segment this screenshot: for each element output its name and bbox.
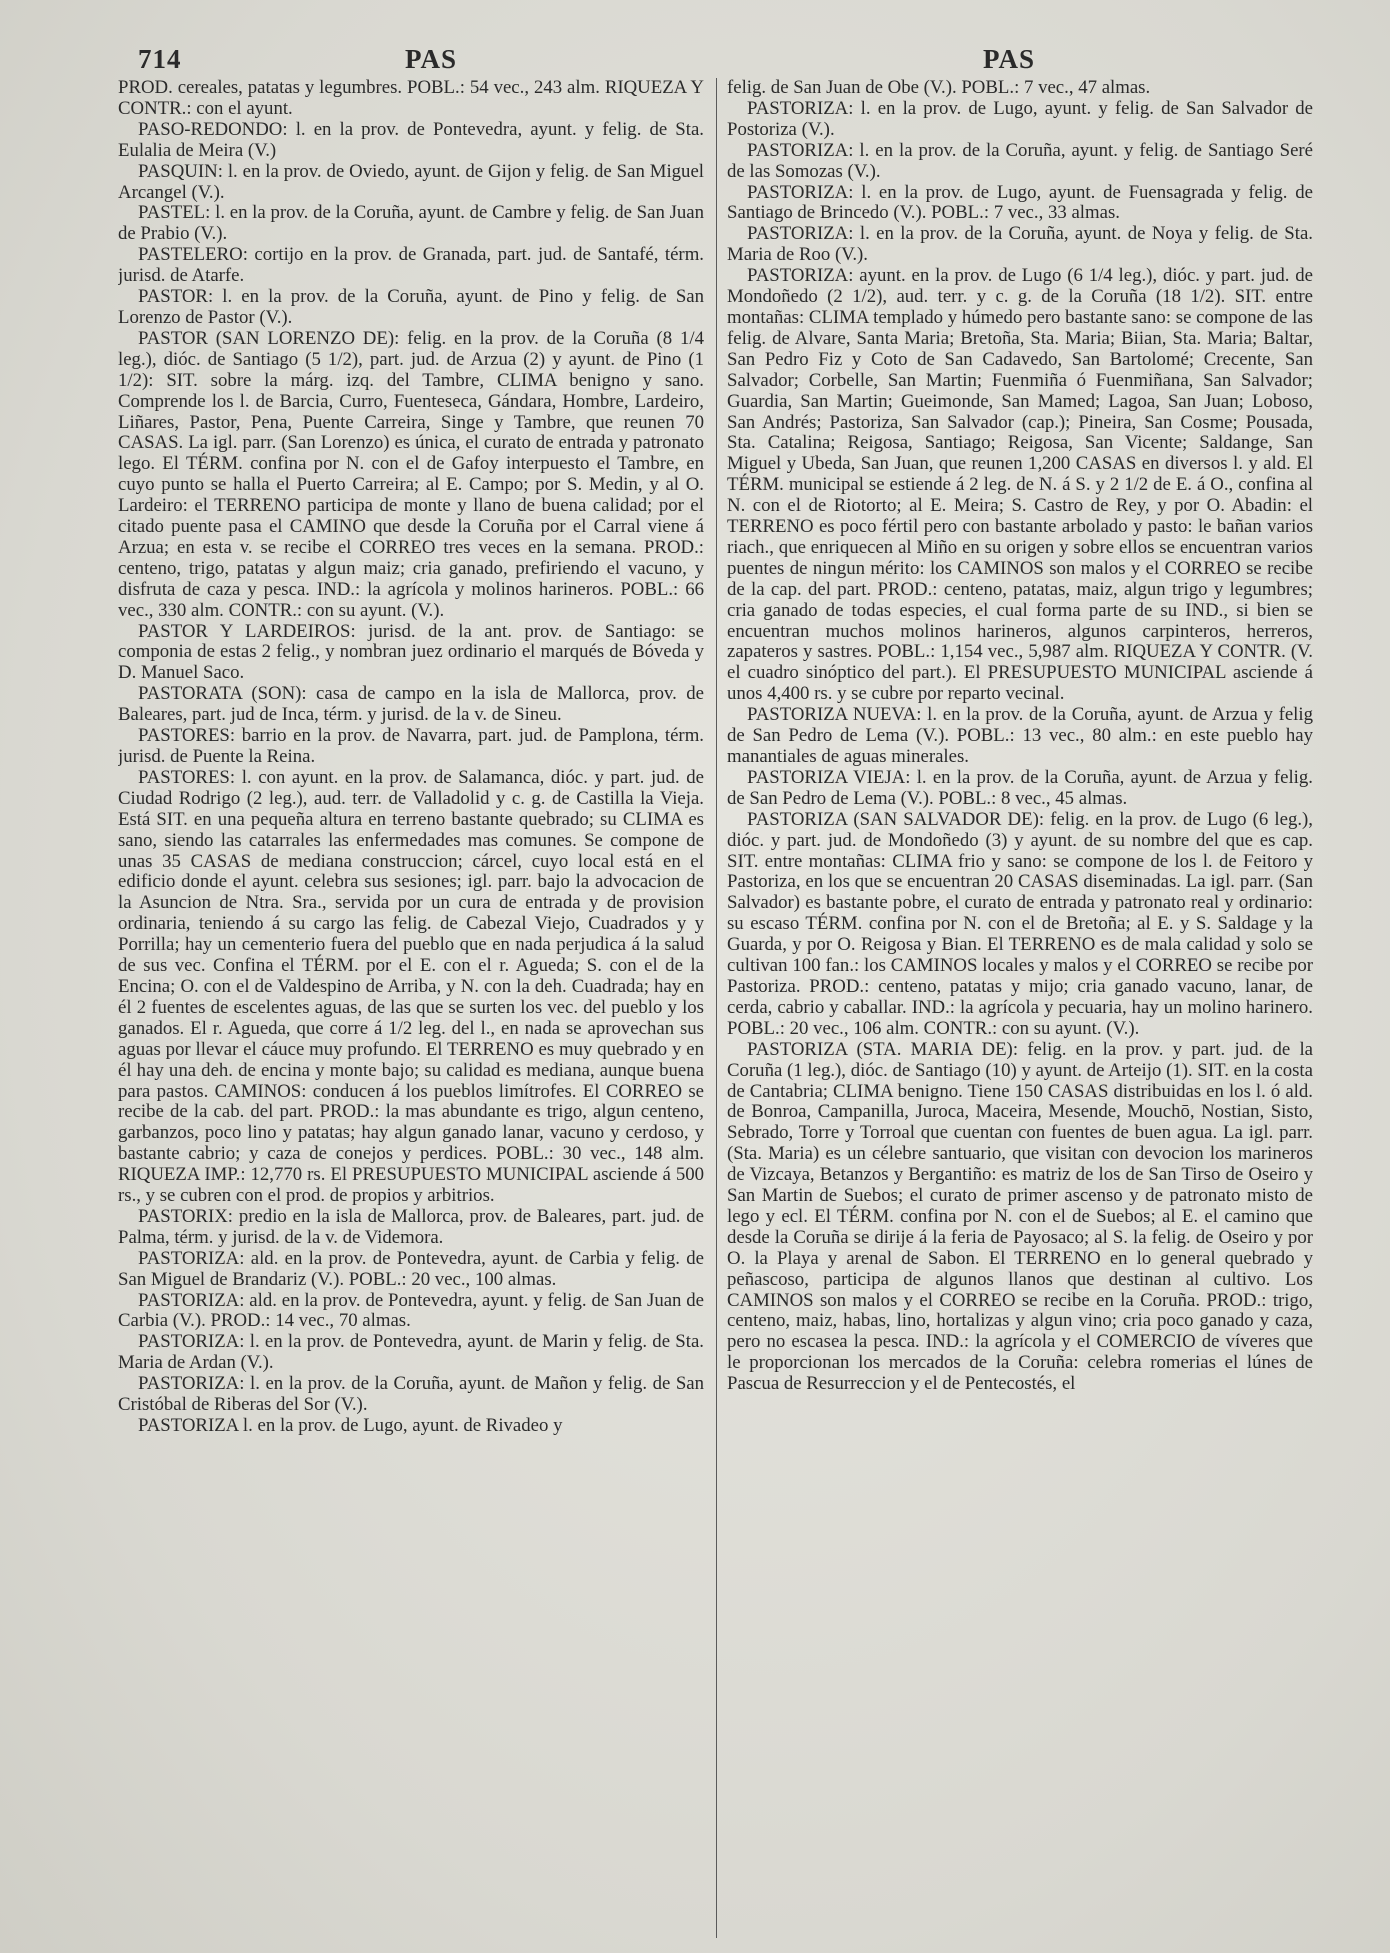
entry-headword: PASTORIZA bbox=[138, 1247, 240, 1269]
dictionary-entry bbox=[118, 726, 704, 768]
entry-text: : jurisd. de la ant. prov. de Santiago: se componia de estas 2 felig., y nombran juez ordinario el marqués de Bóveda y D. Manuel Saco. bbox=[118, 620, 704, 684]
entry-headword: PASTORIZA (STA. MARIA DE) bbox=[747, 1038, 1013, 1060]
dictionary-entry bbox=[727, 99, 1313, 141]
dictionary-entry bbox=[118, 287, 704, 329]
entry-text: l. en la prov. de Lugo, ayunt. de Rivadeo y bbox=[238, 1415, 563, 1436]
dictionary-entry bbox=[118, 1374, 704, 1416]
entry-text: : l. en la prov. de la Coruña, ayunt. de Cambre y felig. de San Juan de Prabio (V.). bbox=[118, 202, 704, 245]
right-running-head: PAS bbox=[983, 44, 1036, 74]
entry-headword: PASTORIZA VIEJA bbox=[747, 766, 906, 788]
entry-text: : l. en la prov. de la Coruña, ayunt. de Arzua y felig de San Pedro de Lema (V.). POBL.: 13 vec., 80 alm.: en este pueblo hay manantiales de aguas minerales. bbox=[727, 704, 1313, 767]
entry-text: : l. en la prov. de la Coruña, ayunt. de Mañon y felig. de San Cristóbal de Riberas del Sor (V.). bbox=[118, 1373, 704, 1416]
dictionary-entry bbox=[727, 78, 1313, 99]
entry-text: : predio en la isla de Mallorca, prov. de Baleares, part. jud. de Palma, térm. y jurisd. de la v. de Videmora. bbox=[118, 1205, 704, 1248]
dictionary-entry bbox=[727, 224, 1313, 266]
entry-text: : l. en la prov. de la Coruña, ayunt. de Arzua y felig. de San Pedro de Lema (V.). POBL.: 8 vec., 45 almas. bbox=[727, 766, 1313, 809]
dictionary-entry bbox=[727, 768, 1313, 810]
dictionary-entry bbox=[118, 329, 704, 622]
entry-text: : felig. en la prov. de la Coruña (8 1/4 leg.), dióc. de Santiago (5 1/2), part. jud. de Arzua (2) y ayunt. de Pino (1 1/2): SIT. sobre la márg. izq. del Tambre, CLIMA benigno y sano. Comprende los l. de Barcia, Curro, Fuenteseca, Gándara, Hombre, Lardeiro, Liñares, Pastor, Pena, Puente Carreira, Singe y Tambre, que reunen 70 CASAS. La igl. parr. (San Lorenzo) es única, el curato de entrada y patronato lego. El TÉRM. confina por N. con el de Gafoy interpuesto el Tambre, en cuyo punto se halla el Puerto Carreira; al E. Campo; por S. Medin, y al O. Lardeiro: el TERRENO participa de monte y llano de buena calidad; por el citado puente pasa el CAMINO que desde la Coruña por el Carral viene á Arzua; en esta v. se recibe el CORREO tres veces en la semana. PROD.: centeno, trigo, patatas y algun maiz; cria ganado, prefiriendo el vacuno, y disfruta de caza y pesca. IND.: la agrícola y molinos harineros. POBL.: 66 vec., 330 alm. CONTR.: con su ayunt. (V.). bbox=[118, 327, 704, 621]
dictionary-entry bbox=[118, 1207, 704, 1249]
dictionary-entry bbox=[727, 1040, 1313, 1395]
dictionary-entry bbox=[727, 141, 1313, 183]
entry-text: : felig. en la prov. y part. jud. de la Coruña (1 leg.), dióc. de Santiago (10) y ayunt. de Arteijo (1). SIT. en la costa de Cantabria; CLIMA benigno. Tiene 150 CASAS distribuidas en los l. ó ald. de Bonroa, Campanilla, Juroca, Maceira, Mesende, Mouchō, Nostian, Sisto, Sebrado, Torre y Torroal que cuentan con fuentes de buen agua. La igl. parr. (Sta. Maria) es un célebre santuario, que visitan con devocion los marineros de Vizcaya, Betanzos y Bergantiño: es matriz de los de San Tirso de Oseiro y San Martin de Suebos; el curato de primer ascenso y de patronato misto de lego y ecl. El TÉRM. confina por N. con el de Suebos; al E. el camino que desde la Coruña se dirije á la feria de Payosaco; al S. la felig. de Oseiro y por O. la Playa y arenal de Sabon. El TERRENO en lo general quebrado y peñascoso, participa de algunos llanos que destinan al cultivo. Los CAMINOS son malos y el CORREO se recibe en la Coruña. PROD.: trigo, centeno, maiz, habas, lino, hortalizas y algun vino; cria poco ganado y caza, pero no escasea la pesca. IND.: la agrícola y el COMERCIO de víveres que le proporcionan los mercados de la Coruña: celebra romerias el lúnes de Pascua de Resurreccion y el de Pentecostés, el bbox=[727, 1038, 1313, 1395]
entry-headword: PASTORIZA (SAN SALVADOR DE) bbox=[747, 808, 1039, 830]
dictionary-entry bbox=[118, 78, 704, 120]
entry-headword: PASTORIZA bbox=[747, 223, 849, 245]
dictionary-entry bbox=[118, 245, 704, 287]
entry-text: : ayunt. en la prov. de Lugo (6 1/4 leg.), dióc. y part. jud. de Mondoñedo (2 1/2), aud. terr. y c. g. de la Coruña (18 1/2). SIT. entre montañas: CLIMA templado y húmedo pero bastante sano: se compone de las felig. de Alvare, Santa Maria; Bretoña, Sta. Maria; Biian, Sta. Maria; Baltar, San Pedro Fiz y Coto de San Cadavedo, San Bartolomé; Crecente, San Salvador; Corbelle, San Martin; Fuenmiña ó Fuenmiñana, San Salvador; Guardia, San Martin; Gueimonde, San Mamed; Lagoa, San Juan; Loboso, San Andrés; Pastoriza, San Salvador (cap.); Pineira, San Cosme; Pousada, Sta. Catalina; Reigosa, Santiago; Reigosa, San Vicente; Saldange, San Miguel y Ubeda, San Juan, que reunen 1,200 CASAS en diversos l. y ald. El TÉRM. municipal se estiende á 2 leg. de N. á S. y 2 1/2 de E. á O., confina al N. con el de Riotorto; al E. Meira; S. Castro de Rey, y por O. Abadin: el TERRENO es poco fértil pero con bastante arbolado y pasto: le bañan varios riach., que enriquecen al Miño en su origen y sobre ellos se encuentran varios puentes de ningun mérito: los CAMINOS son malos y el CORREO se recibe de la cap. del part. PROD.: centeno, patatas, maiz, algun trigo y legumbres; cria ganado de todas especies, el cual forma parte de su IND., si bien se encuentran muchos molinos harineros, algunos carpinteros, herreros, zapateros y sastres. POBL.: 1,154 vec., 5,987 alm. RIQUEZA Y CONTR. (V. el cuadro sinóptico del part.). El PRESUPUESTO MUNICIPAL asciende á unos 4,400 rs. y se cubre por reparto vecinal. bbox=[727, 265, 1313, 705]
entry-text: : l. en la prov. de Pontevedra, ayunt. y felig. de Sta. Eulalia de Meira (V.) bbox=[118, 118, 704, 161]
column-divider bbox=[716, 78, 717, 1938]
dictionary-entry bbox=[727, 266, 1313, 705]
entry-text: : ald. en la prov. de Pontevedra, ayunt. de Carbia y felig. de San Miguel de Brandariz (V.). POBL.: 20 vec., 100 almas. bbox=[118, 1247, 704, 1290]
entry-text: : l. en la prov. de la Coruña, ayunt. de Pino y felig. de San Lorenzo de Pastor (V.). bbox=[118, 286, 704, 328]
running-head bbox=[0, 44, 1390, 74]
dictionary-entry bbox=[118, 1416, 704, 1437]
entry-text: : casa de campo en la isla de Mallorca, prov. de Baleares, part. jud de Inca, térm. y jurisd. de la v. de Sineu. bbox=[118, 683, 704, 726]
entry-text: : cortijo en la prov. de Granada, part. jud. de Santafé, térm. jurisd. de Atarfe. bbox=[118, 244, 704, 287]
entry-text: : l. en la prov. de la Coruña, ayunt. de Noya y felig. de Sta. Maria de Roo (V.). bbox=[727, 223, 1313, 266]
entry-headword: PASTORIZA bbox=[138, 1289, 240, 1311]
entry-headword: PASTORIZA bbox=[747, 97, 849, 119]
entry-headword: PASO-REDONDO bbox=[138, 118, 283, 140]
dictionary-entry bbox=[118, 684, 704, 726]
dictionary-entry bbox=[118, 768, 704, 1207]
entry-text: : barrio en la prov. de Navarra, part. jud. de Pamplona, térm. jurisd. de Puente la Reina. bbox=[118, 725, 704, 767]
entry-text: : l. en la prov. de Pontevedra, ayunt. de Marin y felig. de Sta. Maria de Ardan (V.). bbox=[118, 1331, 704, 1374]
entry-text: felig. de San Juan de Obe (V.). POBL.: 7 vec., 47 almas. bbox=[727, 78, 1151, 98]
entry-text: : ald. en la prov. de Pontevedra, ayunt. y felig. de San Juan de Carbia (V.). PROD.: 14 vec., 70 almas. bbox=[118, 1289, 704, 1332]
entry-headword: PASTORES bbox=[138, 766, 230, 788]
entry-headword: PASTEL bbox=[138, 202, 206, 224]
entry-headword: PASTOR Y LARDEIROS bbox=[138, 620, 351, 642]
dictionary-entry bbox=[118, 162, 704, 204]
entry-headword: PASTORIZA bbox=[747, 181, 849, 203]
page-number: 714 bbox=[138, 44, 182, 74]
left-running-head: PAS bbox=[405, 44, 458, 74]
dictionary-entry bbox=[118, 203, 704, 245]
entry-headword: PASTORIZA bbox=[138, 1373, 240, 1395]
entry-text: : l. en la prov. de Lugo, ayunt. y felig. de San Salvador de Postoriza (V.). bbox=[727, 97, 1313, 140]
dictionary-entry bbox=[118, 1291, 704, 1333]
entry-text: : felig. en la prov. de Lugo (6 leg.), dióc. y part. jud. de Mondoñedo (3) y ayunt. de su nombre del que es cap. SIT. entre montañas: CLIMA frio y sano: se compone de los l. de Feitoro y Pastoriza, en los que se encuentran 20 CASAS diseminadas. La igl. parr. (San Salvador) es bastante pobre, el curato de entrada y patronato real y ordinario: su escaso TÉRM. confina por N. con el de Bretoña; al E. y S. Saldage y la Guarda, y por O. Reigosa y Bian. El TERRENO es de mala calidad y solo se cultivan 100 fan.: los CAMINOS locales y malos y el CORREO se recibe por Pastoriza. PROD.: centeno, patatas y mijo; cria ganado vacuno, lanar, de cerda, cabrio y caballar. IND.: la agrícola y pecuaria, hay un molino harinero. POBL.: 20 vec., 106 alm. CONTR.: con su ayunt. (V.). bbox=[727, 808, 1313, 1039]
entry-headword: PASTORIZA bbox=[747, 139, 849, 161]
entry-headword: PASTORATA (SON) bbox=[138, 683, 302, 705]
dictionary-entry bbox=[727, 705, 1313, 768]
entry-headword: PASTELERO bbox=[138, 244, 243, 266]
entry-headword: PASTOR bbox=[138, 286, 208, 308]
dictionary-entry bbox=[727, 810, 1313, 1040]
entry-headword: PASTORIZA bbox=[138, 1415, 239, 1436]
dictionary-entry bbox=[118, 120, 704, 162]
entry-headword: PASTORIX bbox=[138, 1205, 228, 1227]
right-column bbox=[727, 78, 1313, 1944]
entry-text: : l. con ayunt. en la prov. de Salamanca, dióc. y part. jud. de Ciudad Rodrigo (2 leg.), aud. terr. de Valladolid y c. g. de Castilla la Vieja. Está SIT. en una pequeña altura en terreno bastante quebrado; su CLIMA es sano, siendo las catarrales las enfermedades mas comunes. Se compone de unas 35 CASAS de mediana construccion; cárcel, cuyo local está en el edificio donde el ayunt. celebra sus sesiones; igl. parr. bajo la advocacion de la Asuncion de Ntra. Sra., servida por un cura de entrada y de provision ordinaria, teniendo á su cargo las felig. de Cabezal Viejo, Cuadrados y y Porrilla; hay un cementerio fuera del pueblo que en nada perjudica á la salud de sus vec. Confina el TÉRM. por el E. con el r. Agueda; S. con el de la Encina; O. con el de Valdespino de Arriba, y N. con la deh. Cuadrada; hay en él 2 fuentes de escelentes aguas, de las que se surten los vec. del pueblo y los ganados. El r. Agueda, que corre á 1/2 leg. del l., en nada se aprovechan sus aguas por llevar el cáuce muy profundo. El TERRENO es muy quebrado y en él hay una deh. de encina y monte bajo; su calidad es mediana, aunque buena para pastos. CAMINOS: conducen á los pueblos limítrofes. El CORREO se recibe de la cab. del part. PROD.: la mas abundante es trigo, algun centeno, garbanzos, poco lino y patatas; hay algun ganado lanar, vacuno y cerdoso, y bastante cabrio; y caza de conejos y perdices. POBL.: 30 vec., 148 alm. RIQUEZA IMP.: 12,770 rs. El PRESUPUESTO MUNICIPAL asciende á 500 rs., y se cubren con el prod. de propios y arbitrios. bbox=[118, 766, 704, 1207]
entry-headword: PASTORIZA bbox=[747, 265, 849, 287]
entry-text: : l. en la prov. de la Coruña, ayunt. y felig. de Santiago Seré de las Somozas (V.). bbox=[727, 139, 1313, 182]
dictionary-entry bbox=[118, 1249, 704, 1291]
dictionary-entry bbox=[727, 183, 1313, 225]
entry-headword: PASTORIZA NUEVA bbox=[747, 704, 917, 726]
entry-headword: PASTOR (SAN LORENZO DE) bbox=[138, 327, 395, 349]
left-column bbox=[118, 78, 704, 1944]
entry-text: PROD. cereales, patatas y legumbres. POBL.: 54 vec., 243 alm. RIQUEZA Y CONTR.: con el ayunt. bbox=[118, 78, 704, 119]
entry-text: : l. en la prov. de Lugo, ayunt. de Fuensagrada y felig. de Santiago de Brincedo (V.). POBL.: 7 vec., 33 almas. bbox=[727, 181, 1313, 224]
dictionary-entry bbox=[118, 622, 704, 685]
entry-text: : l. en la prov. de Oviedo, ayunt. de Gijon y felig. de San Miguel Arcangel (V.). bbox=[118, 160, 704, 203]
entry-headword: PASTORIZA bbox=[138, 1331, 240, 1353]
entry-headword: PASQUIN bbox=[138, 160, 218, 182]
dictionary-entry bbox=[118, 1332, 704, 1374]
entry-headword: PASTORES bbox=[138, 725, 230, 747]
